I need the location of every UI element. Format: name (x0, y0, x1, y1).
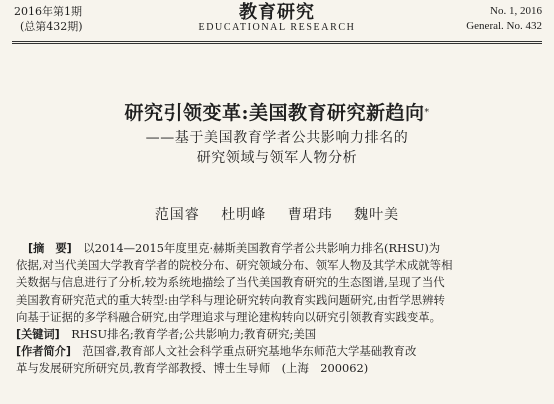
article-title (0, 101, 554, 125)
abstract-line-2: 依据,对当代美国大学教育学者的院校分布、研究领域分布、领军人物及其学术成就等相 (16, 258, 453, 273)
author-name: 杜明峰 (221, 207, 267, 223)
author-list (0, 204, 554, 224)
header-rule (12, 41, 542, 42)
abstract-label: [摘 要] (28, 242, 72, 255)
abstract-line-1: 以2014—2015年度里克·赫斯美国教育学者公共影响力排名(RHSU)为 (83, 241, 441, 255)
journal-logo-cn: 教育研究 (239, 2, 315, 23)
author-name: 范国睿 (154, 207, 200, 223)
abstract-line-4: 美国教育研究范式的重大转型:由学科与理论研究转向教育实践问题研究,由哲学思辨转 (16, 292, 445, 307)
article-title-text: 研究引领变革:美国教育研究新趋向 (124, 102, 425, 124)
abstract-line (16, 240, 542, 257)
issue-no-en: No. 1, 2016 (490, 5, 542, 17)
author-name: 曹珺玮 (287, 207, 333, 223)
author-intro-line (16, 343, 542, 360)
header-rule-second (12, 43, 542, 44)
author-name: 魏叶美 (354, 207, 400, 223)
article-subtitle (0, 128, 554, 168)
keywords-line (16, 326, 542, 343)
abstract-line-5: 向基于证据的多学科融合研究,由学理追求与理论建构转向以研究引领教育实践变革。 (16, 309, 442, 324)
journal-name-en: EDUCATIONAL RESEARCH (198, 22, 356, 33)
year-issue: 2016年第1期 (14, 5, 82, 18)
subtitle-line-2: 研究领域与领军人物分析 (196, 150, 358, 166)
keywords-text: RHSU排名;教育学者;公共影响力;教育研究;美国 (71, 327, 317, 342)
general-no: General. No. 432 (466, 20, 542, 32)
author-intro-line-1: 范国睿,教育部人文社会科学重点研究基地华东师范大学基础教育改 (82, 344, 417, 359)
total-issue: (总第432期) (20, 20, 83, 33)
title-footnote-mark: * (424, 108, 430, 118)
header-number-info (466, 4, 542, 34)
author-intro-line-2: 革与发展研究所研究员,教育学部教授、博士生导师 (上海 200062) (16, 361, 369, 376)
abstract-block (16, 240, 542, 378)
abstract-line-3: 关数据与信息进行了分析,较为系统地描绘了当代美国教育研究的生态图谱,呈现了当代 (16, 275, 445, 290)
title-block (0, 101, 554, 168)
keywords-label: [关键词] (16, 328, 60, 342)
subtitle-line-1: ——基于美国教育学者公共影响力排名的 (145, 130, 409, 146)
author-intro-label: [作者简介] (16, 345, 71, 359)
